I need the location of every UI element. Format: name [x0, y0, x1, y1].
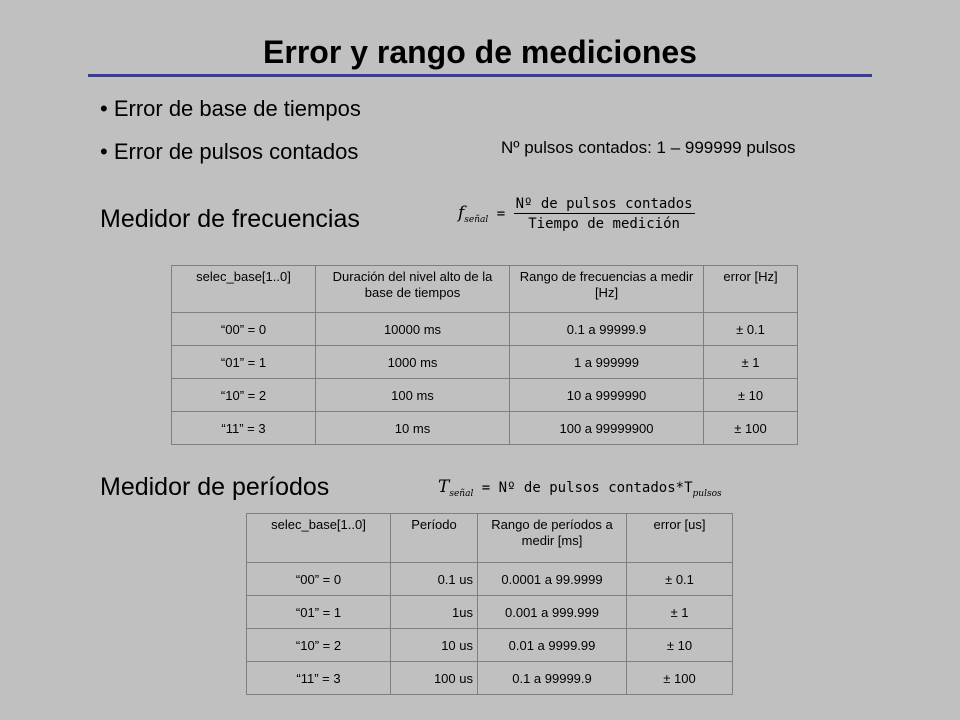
- table-row: [172, 313, 798, 346]
- formula-numerator: Nº de pulsos contados: [515, 196, 693, 212]
- table-cell: 0.1 a 99999.9: [478, 662, 627, 695]
- title-underline: [88, 74, 872, 77]
- period-meter-heading: Medidor de períodos: [100, 473, 330, 501]
- table-row: [172, 412, 798, 445]
- column-header: selec_base[1..0]: [172, 266, 316, 313]
- pulse-count-note: Nº pulsos contados: 1 – 999999 pulsos: [501, 138, 796, 157]
- table-cell: “01” = 1: [247, 596, 391, 629]
- table-header-row: [172, 266, 798, 313]
- column-header: error [us]: [627, 514, 733, 563]
- formula-denominator: Tiempo de medición: [528, 216, 680, 232]
- table-cell: ± 100: [704, 412, 798, 445]
- table-header-row: [247, 514, 733, 563]
- formula-lhs: T: [438, 477, 450, 497]
- table-cell: 0.01 a 9999.99: [478, 629, 627, 662]
- table-cell: ± 1: [704, 346, 798, 379]
- table-cell: 1us: [391, 596, 478, 629]
- table-row: [247, 563, 733, 596]
- column-header: error [Hz]: [704, 266, 798, 313]
- table-cell: 1 a 999999: [510, 346, 704, 379]
- column-header: Rango de frecuencias a medir [Hz]: [510, 266, 704, 313]
- period-formula: [438, 477, 722, 499]
- frequency-table: [171, 265, 798, 445]
- period-table: [246, 513, 733, 695]
- table-cell: ± 100: [627, 662, 733, 695]
- table-cell: 10 a 9999990: [510, 379, 704, 412]
- bullet-pulse-count-error: • Error de pulsos contados: [100, 139, 359, 164]
- table-cell: 0.1 a 99999.9: [510, 313, 704, 346]
- table-row: [247, 629, 733, 662]
- table-cell: “00” = 0: [172, 313, 316, 346]
- equals-sign: =: [496, 206, 514, 222]
- table-row: [247, 662, 733, 695]
- table-cell: 10000 ms: [316, 313, 510, 346]
- formula-rhs-subscript: pulsos: [692, 488, 722, 499]
- table-cell: “11” = 3: [172, 412, 316, 445]
- table-cell: 1000 ms: [316, 346, 510, 379]
- table-cell: 0.0001 a 99.9999: [478, 563, 627, 596]
- page-title: Error y rango de mediciones: [263, 34, 697, 70]
- table-cell: ± 10: [704, 379, 798, 412]
- formula-lhs-subscript: señal: [464, 214, 489, 225]
- formula-fraction: [514, 196, 695, 232]
- frequency-formula: [458, 196, 695, 232]
- table-cell: “10” = 2: [247, 629, 391, 662]
- table-cell: 100 a 99999900: [510, 412, 704, 445]
- table-cell: “00” = 0: [247, 563, 391, 596]
- table-cell: 0.1 us: [391, 563, 478, 596]
- table-cell: ± 1: [627, 596, 733, 629]
- table-cell: 10 us: [391, 629, 478, 662]
- formula-lhs-subscript: señal: [449, 488, 474, 499]
- bullet-time-base-error: • Error de base de tiempos: [100, 96, 361, 121]
- table-cell: ± 10: [627, 629, 733, 662]
- table-row: [172, 379, 798, 412]
- table-cell: “01” = 1: [172, 346, 316, 379]
- equals-sign: =: [481, 480, 499, 496]
- column-header: Duración del nivel alto de la base de tiempos: [316, 266, 510, 313]
- table-row: [172, 346, 798, 379]
- table-cell: “11” = 3: [247, 662, 391, 695]
- frequency-meter-heading: Medidor de frecuencias: [100, 205, 360, 233]
- table-cell: 0.001 a 999.999: [478, 596, 627, 629]
- column-header: Período: [391, 514, 478, 563]
- column-header: selec_base[1..0]: [247, 514, 391, 563]
- table-cell: 100 ms: [316, 379, 510, 412]
- table-cell: “10” = 2: [172, 379, 316, 412]
- table-row: [247, 596, 733, 629]
- column-header: Rango de períodos a medir [ms]: [478, 514, 627, 563]
- table-cell: 10 ms: [316, 412, 510, 445]
- table-cell: ± 0.1: [627, 563, 733, 596]
- table-cell: 100 us: [391, 662, 478, 695]
- formula-rhs: Nº de pulsos contados*T: [498, 480, 693, 496]
- formula-lhs: f: [458, 203, 465, 223]
- table-cell: ± 0.1: [704, 313, 798, 346]
